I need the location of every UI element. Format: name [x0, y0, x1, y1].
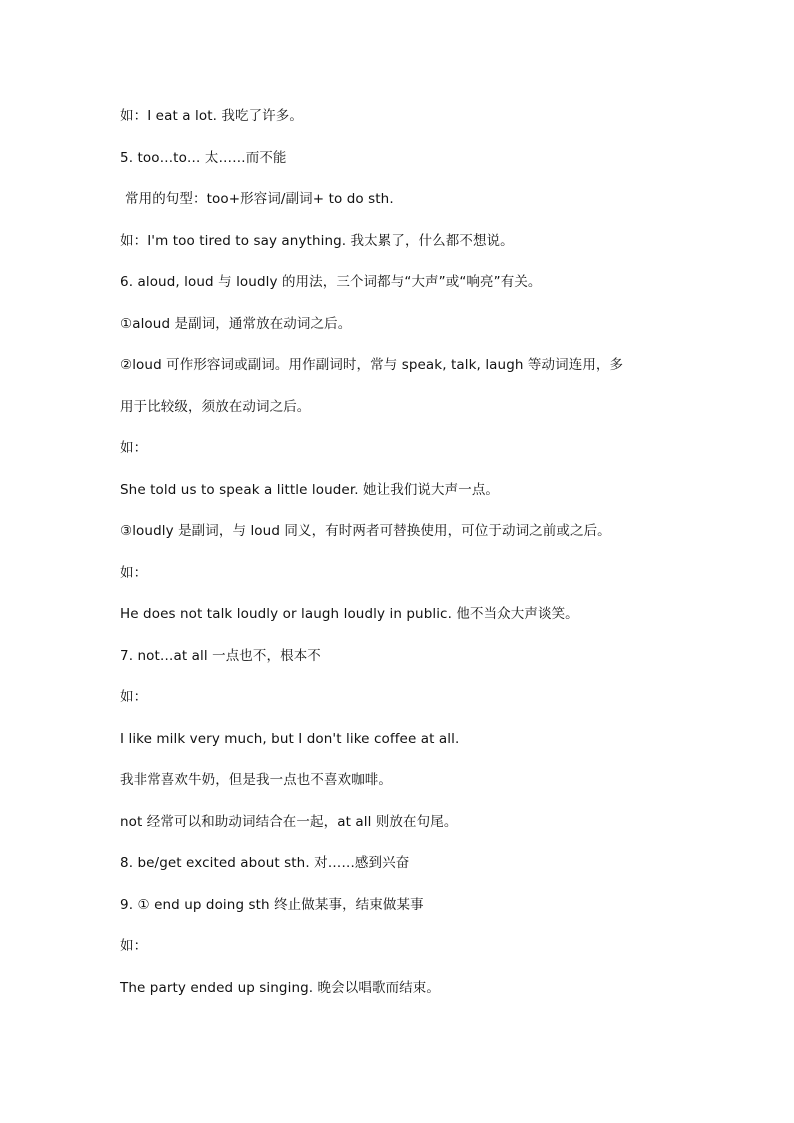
item-6-heading: 6. aloud, loud 与 loudly 的用法，三个词都与“大声”或“响亮”有关。	[120, 274, 542, 290]
item-6-loud: ②loud 可作形容词或副词。用作副词时，常与 speak, talk, laugh 等动词连用，多	[120, 357, 624, 373]
item-5-pattern: 常用的句型：too+形容词/副词+ to do sth.	[125, 191, 394, 207]
example-label: 如：	[120, 440, 148, 456]
example-label: 如：	[120, 564, 148, 581]
example-eat-a-lot: 如：I eat a lot. 我吃了许多。	[120, 108, 303, 124]
item-7-example-english: I like milk very much, but I don't like coffee at all.	[120, 730, 460, 747]
item-7-heading: 7. not…at all 一点也不，根本不	[120, 647, 321, 664]
item-6-loudly-example: He does not talk loudly or laugh loudly in public. 他不当众大声谈笑。	[120, 606, 579, 622]
example-label: 如：	[120, 689, 148, 705]
item-9-example: The party ended up singing. 晚会以唱歌而结束。	[120, 979, 440, 996]
item-5-example: 如：I'm too tired to say anything. 我太累了，什么都不想说。	[120, 232, 514, 249]
item-9-heading: 9. ① end up doing sth 终止做某事，结束做某事	[120, 896, 424, 913]
example-label: 如：	[120, 938, 148, 954]
item-6-loud-example: She told us to speak a little louder. 她让我们说大声一点。	[120, 481, 500, 498]
item-6-aloud: ①aloud 是副词，通常放在动词之后。	[120, 315, 352, 332]
item-7-example-chinese: 我非常喜欢牛奶，但是我一点也不喜欢咖啡。	[120, 772, 392, 788]
item-6-loudly: ③loudly 是副词，与 loud 同义，有时两者可替换使用，可位于动词之前或之后。	[120, 523, 611, 539]
item-5-heading: 5. too…to… 太……而不能	[120, 149, 287, 166]
item-6-loud-continued: 用于比较级，须放在动词之后。	[120, 398, 311, 415]
item-7-note: not 经常可以和助动词结合在一起，at all 则放在句尾。	[120, 813, 458, 830]
item-8-heading: 8. be/get excited about sth. 对……感到兴奋	[120, 855, 410, 871]
document-body	[120, 104, 680, 1017]
